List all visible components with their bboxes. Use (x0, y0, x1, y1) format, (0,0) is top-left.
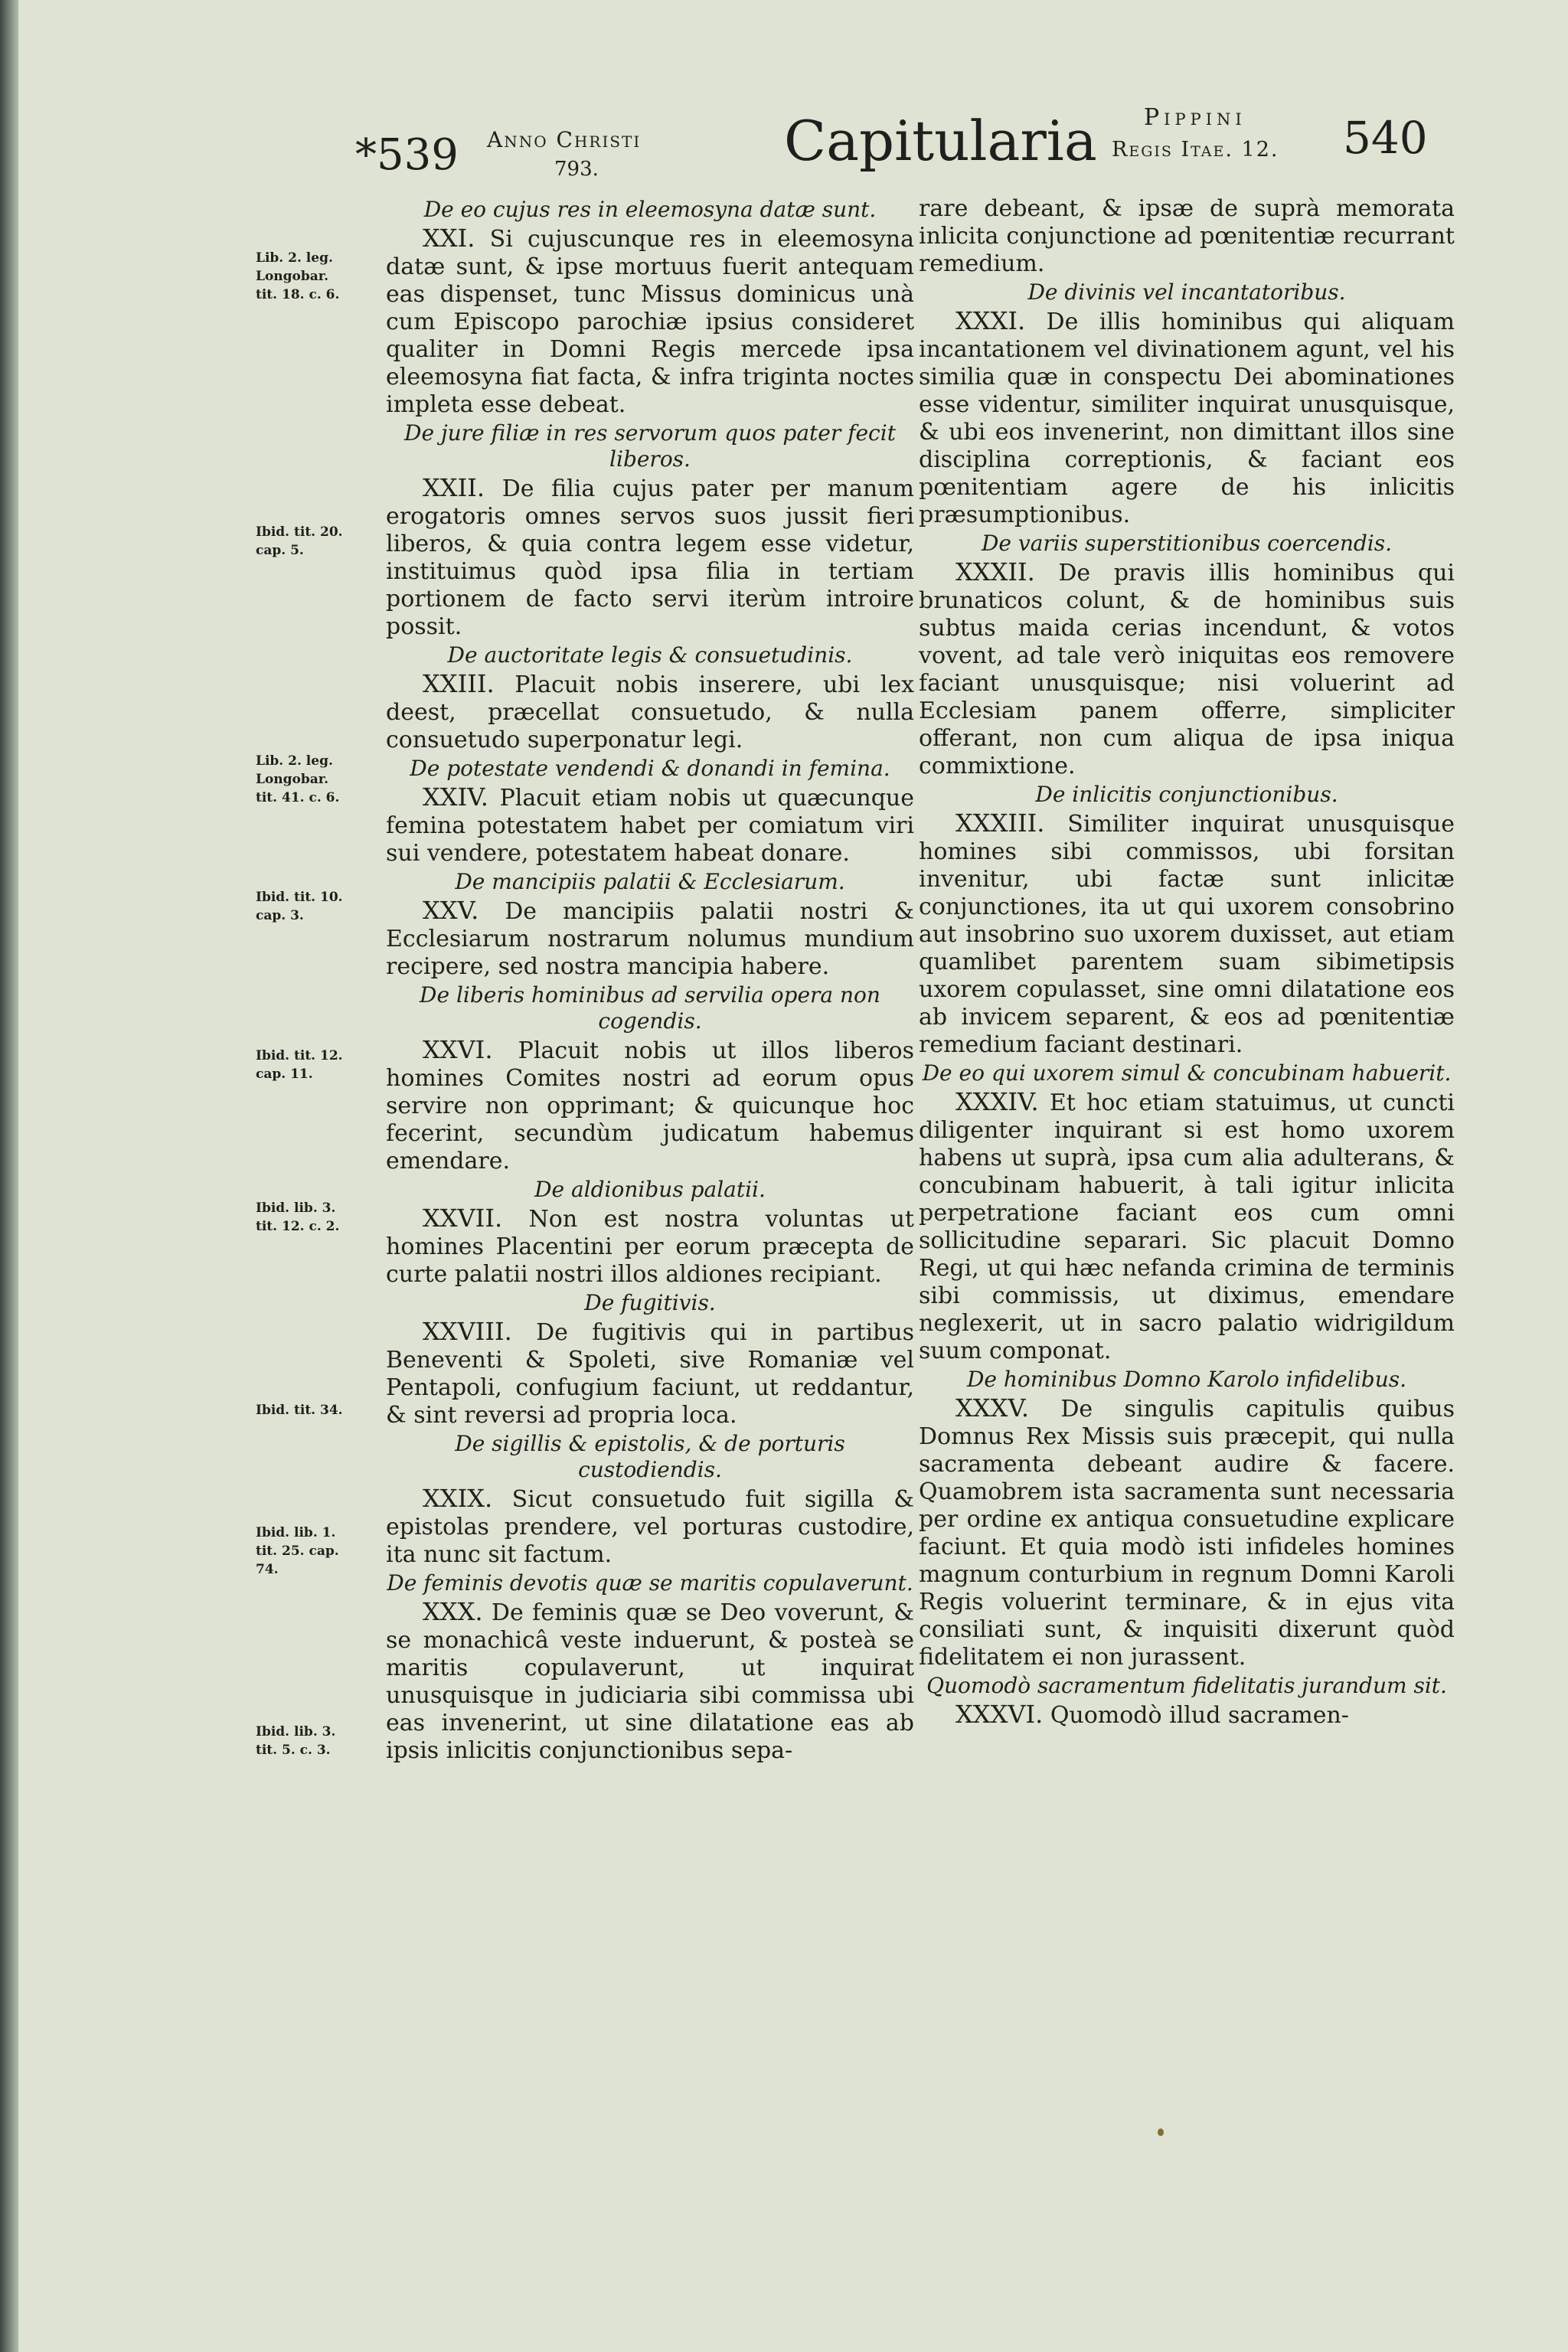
margin-note: Ibid. lib. 3. tit. 12. c. 2. (256, 1200, 340, 1234)
chapter-body: Quomodò illud sacramen- (1050, 1702, 1349, 1729)
chapter-heading: De eo qui uxorem simul & concubinam habuerit. (922, 1060, 1452, 1086)
chapter-body: Placuit etiam nobis ut quæcunque femina potestatem habet per comiatum viri sui vendere, potestatem habeat donare. (386, 785, 914, 867)
left-page-number: *539 (355, 130, 459, 180)
chapter-number: XXXIII. (956, 808, 1045, 838)
chapter-text (386, 897, 914, 981)
paper-speck (1158, 2128, 1164, 2136)
chapter-number: XXI. (423, 224, 475, 253)
chapter-text (386, 783, 914, 867)
chapter-30 (386, 1570, 914, 1765)
chapter-body: Et hoc etiam statuimus, ut cuncti diligenter inquirant si est homo uxorem habens ut suprà, ipsa cum alia adulterans, & concubinam habuerit, à tali igitur inlicita perpetratione faciant eos cum omni sollicitudine separari. Sic placuit Domno Regi, ut qui hæc nefanda crimina de terminis sibi commissis, ut diximus, emendare neglexerit, ut in sacro palatio widrigildum suum componat. (919, 1089, 1455, 1364)
margin-note: Lib. 2. leg. Longobar. tit. 18. c. 6. (256, 250, 340, 302)
chapter-36 (919, 1673, 1455, 1730)
chapter-body: De mancipiis palatii nostri & Ecclesiarum nostrarum nolumus mundium recipere, sed nostra mancipia habere. (386, 898, 914, 980)
chapter-35 (919, 1367, 1455, 1671)
chapter-heading: De inlicitis conjunctionibus. (1035, 782, 1338, 807)
chapter-22 (386, 420, 914, 641)
chapter-heading: De sigillis & epistolis, & de porturis custodiendis. (455, 1431, 845, 1482)
chapter-number: XXXIV. (956, 1087, 1039, 1116)
chapter-heading: De hominibus Domno Karolo infidelibus. (966, 1367, 1407, 1392)
chapter-heading: De aldionibus palatii. (534, 1177, 766, 1202)
chapter-text (919, 307, 1455, 529)
chapter-text (386, 1036, 914, 1175)
chapter-heading: De jure filiæ in res servorum quos pater fecit liberos. (404, 420, 896, 472)
chapter-number: XXV. (423, 896, 479, 925)
book-page (18, 0, 1568, 2352)
chapter-29 (386, 1431, 914, 1569)
chapter-number: XXVII. (423, 1204, 503, 1233)
chapter-heading: De potestate vendendi & donandi in femina. (410, 756, 890, 781)
chapter-text (386, 670, 914, 754)
chapter-heading: Quomodò sacramentum fidelitatis jurandum sit. (926, 1673, 1447, 1698)
chapter-heading: De auctoritate legis & consuetudinis. (447, 642, 853, 668)
chapter-25 (386, 869, 914, 981)
chapter-body: De fugitivis qui in partibus Beneventi & Spoleti, sive Romaniæ vel Pentapoli, confugium faciunt, ut reddantur, & sint reversi ad propria loca. (386, 1319, 914, 1429)
chapter-number: XXVIII. (423, 1317, 512, 1346)
chapter-34 (919, 1060, 1455, 1365)
chapter-number: XXXVI. (956, 1700, 1044, 1729)
pippini-label: Pippini (1144, 104, 1246, 131)
chapter-23 (386, 642, 914, 754)
chapter-21 (386, 197, 914, 419)
chapter-number: XXII. (423, 473, 485, 502)
chapter-text (386, 224, 914, 419)
margin-note: Ibid. lib. 3. tit. 5. c. 3. (256, 1724, 336, 1758)
chapter-body: De singulis capitulis quibus Domnus Rex Missis suis præcepit, qui nulla sacramenta debeant audire & facere. Quamobrem ista sacramenta sunt necessaria per ordine ex antiqua consuetudine explicare faciunt. Et quia modò isti infideles homines magnum conturbium in regnum Domni Karoli Regis voluerint terminare, & in ejus vita consiliati sunt, & inquisiti dixerunt quòd fidelitatem ei non jurassent. (919, 1396, 1455, 1671)
chapter-body: Similiter inquirat unusquisque homines sibi commissos, ubi forsitan invenitur, ubi factæ sunt inlicitæ conjunctiones, ita ut qui uxorem consobrino aut insobrino suo uxorem duxisset, aut etiam quamlibet parentem suam sibimetipsis uxorem copulasset, sine omni dilatatione eos ab invicem separent, & eos ad pœnitentiæ remedium faciant destinari. (919, 811, 1455, 1058)
chapter-body: Placuit nobis inserere, ubi lex deest, præcellat consuetudo, & nulla consuetudo superponatur legi. (386, 671, 914, 753)
chapter-number: XXIV. (423, 782, 488, 812)
chapter-number: XXVI. (423, 1035, 493, 1064)
chapter-33 (919, 782, 1455, 1059)
year: 793. (554, 158, 599, 181)
chapter-heading: De variis superstitionibus coercendis. (981, 531, 1393, 556)
chapter-32 (919, 531, 1455, 780)
book-spine (0, 0, 17, 2352)
chapter-body: Sicut consuetudo fuit sigilla & epistolas prendere, vel porturas custodire, ita nunc sit factum. (386, 1486, 914, 1568)
margin-note: Ibid. tit. 34. (256, 1403, 343, 1418)
chapter-heading: De liberis hominibus ad servilia opera non cogendis. (420, 982, 880, 1034)
page-title: Capitularia (784, 109, 1097, 173)
margin-note: Ibid. tit. 12. cap. 11. (256, 1048, 343, 1082)
chapter-body: De feminis quæ se Deo voverunt, & se monachicâ veste induerunt, & posteà se maritis copulaverunt, ut inquirat unusquisque in judiciaria sibi commissa ubi eas invenerint, ut sine dilatatione eas ab ipsis inlicitis conjunctionibus sepa- (386, 1599, 914, 1764)
chapter-heading: De feminis devotis quæ se maritis copulaverunt. (387, 1570, 913, 1596)
chapter-heading: De fugitivis. (584, 1290, 716, 1315)
chapter-body: Non est nostra voluntas ut homines Placentini per eorum præcepta de curte palatii nostri illos aldiones recipiant. (386, 1206, 914, 1288)
margin-note: Ibid. tit. 20. cap. 5. (256, 524, 343, 558)
chapter-text (386, 474, 914, 641)
chapter-number: XXIII. (423, 669, 495, 698)
chapter-26 (386, 982, 914, 1175)
chapter-27 (386, 1177, 914, 1289)
left-column (386, 195, 914, 1765)
chapter-text (386, 1204, 914, 1289)
chapter-heading: De eo cujus res in eleemosyna datæ sunt. (423, 197, 877, 222)
chapter-number: XXXII. (956, 557, 1035, 586)
chapter-text (919, 1394, 1455, 1671)
chapter-heading: De mancipiis palatii & Ecclesiarum. (455, 869, 845, 894)
chapter-text (919, 1700, 1455, 1730)
right-column (919, 195, 1455, 1730)
chapter-number: XXIX. (423, 1484, 493, 1513)
chapter-28 (386, 1290, 914, 1429)
chapter-body: Placuit nobis ut illos liberos homines Comites nostri ad eorum opus servire non opprimant; & quicunque hoc fecerint, secundùm judicatum habemus emendare. (386, 1037, 914, 1174)
margin-note: Ibid. lib. 1. tit. 25. cap. 74. (256, 1525, 339, 1577)
right-page-number: 540 (1343, 112, 1428, 164)
chapter-text (919, 558, 1455, 780)
regis-label: Regis Itae. 12. (1112, 138, 1279, 162)
chapter-body: Si cujuscunque res in eleemosyna datæ sunt, & ipse mortuus fuerit antequam eas dispenset, tunc Missus dominicus unà cum Episcopo parochiæ ipsius consideret qualiter in Domni Regis mercede ipsa eleemosyna fiat facta, & infra triginta noctes impleta esse debeat. (386, 226, 914, 418)
chapter-number: XXXI. (956, 306, 1026, 335)
margin-note: Ibid. tit. 10. cap. 3. (256, 890, 343, 923)
chapter-number: XXXV. (956, 1393, 1030, 1423)
anno-christi-label: Anno Christi (487, 127, 642, 152)
chapter-number: XXX. (423, 1597, 483, 1626)
chapter-text (919, 1088, 1455, 1365)
chapter-body: De pravis illis hominibus qui brunaticos colunt, & de hominibus suis subtus maida cerias incendunt, & votos vovent, ad tale verò iniquitas eos removere faciant unusquisque; nisi voluerint ad Ecclesiam panem offerre, simpliciter offerant, non cum aliqua de ipsa iniqua commixtione. (919, 560, 1455, 779)
chapter-body: De illis hominibus qui aliquam incantationem vel divinationem agunt, vel his similia quæ in conspectu Dei abominationes esse videntur, similiter inquirat unusquisque, & ubi eos invenerint, non dimittant illos sine disciplina correptionis, & faciant eos pœnitentiam agere de his inlicitis præsumptionibus. (919, 309, 1455, 528)
chapter-30-continued (919, 195, 1455, 278)
chapter-body: rare debeant, & ipsæ de suprà memorata inlicita conjunctione ad pœnitentiæ recurrant remedium. (919, 195, 1455, 277)
chapter-heading: De divinis vel incantatoribus. (1027, 279, 1346, 305)
chapter-text (386, 1598, 914, 1765)
chapter-text (919, 809, 1455, 1059)
chapter-text (386, 1318, 914, 1429)
chapter-24 (386, 756, 914, 867)
chapter-31 (919, 279, 1455, 529)
margin-note: Lib. 2. leg. Longobar. tit. 41. c. 6. (256, 753, 340, 805)
chapter-body: De filia cujus pater per manum erogatoris omnes servos suos jussit fieri liberos, & quia contra legem esse videtur, instituimus quòd ipsa filia in tertiam portionem de facto servi iterùm introire possit. (386, 475, 914, 640)
chapter-text (386, 1485, 914, 1569)
